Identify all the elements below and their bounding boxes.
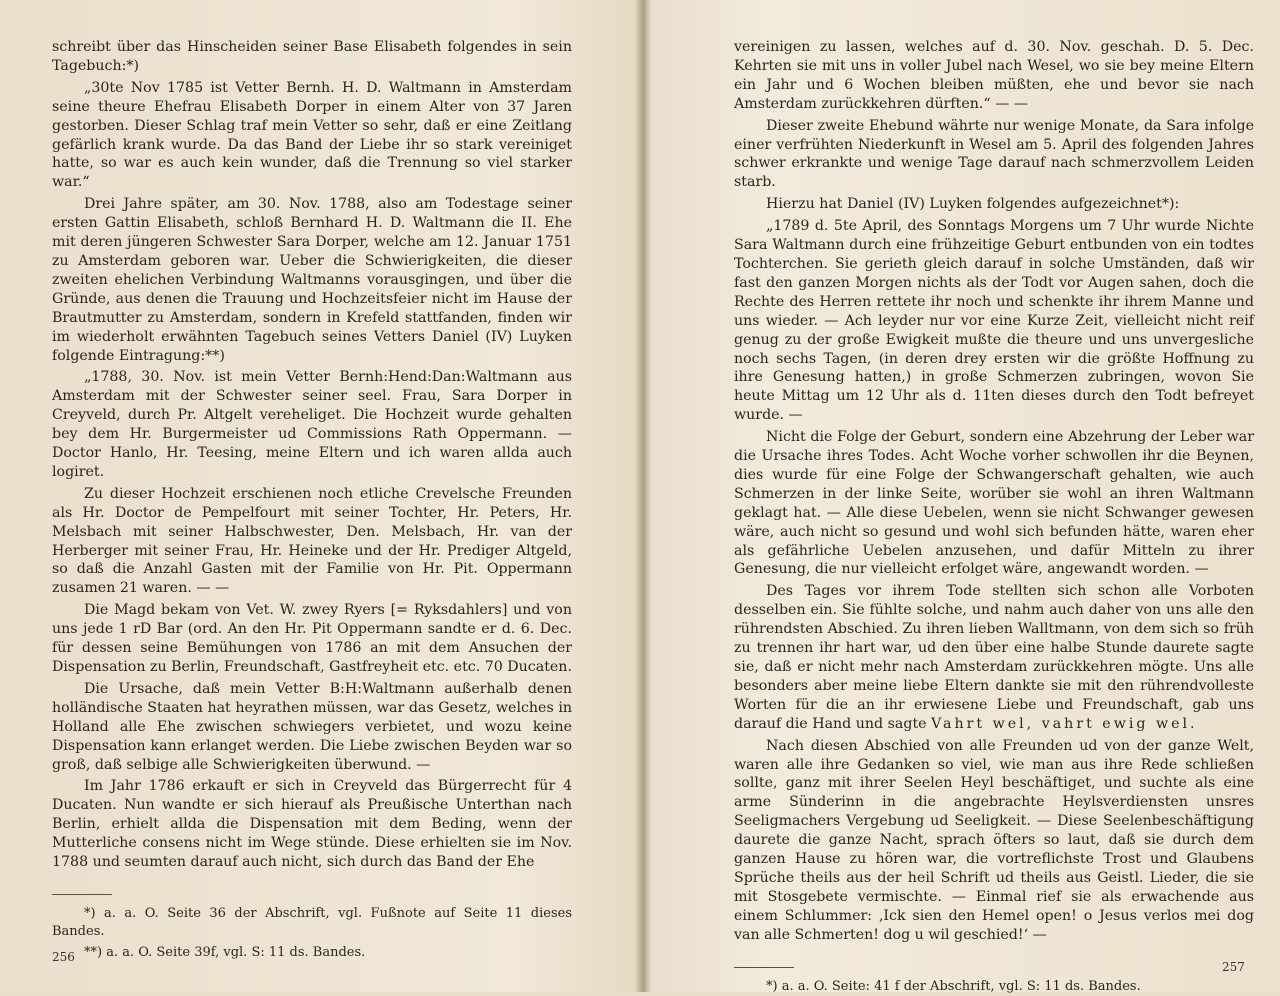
right-paragraph-5: Nicht die Folge der Geburt, sondern eine Abzehrung der Leber war die Ursache ihres Todes. Acht Woche vorher schwollen ihr die Beynen, dies wurde für eine Folge der Schwangerschaft gehalten, wie auch Schmerzen in der linke Seite, worüber sie wohl an ihren Waltmann geklagt hat. — Alle diese Uebelen, wenn sie nicht Schwanger gewesen wäre, auch nicht so gesund und wohl sich befunden hätte, waren eher als gefährliche Uebelen anzusehen, und dafür Mitteln zu ihrer Genesung, die nur vielleicht erfolget wäre, angewandt worden. — (734, 429, 1254, 578)
left-footnote-1: *) a. a. O. Seite 36 der Abschrift, vgl. Fußnote auf Seite 11 dieses Bandes. (52, 905, 572, 939)
right-paragraph-6-container (734, 582, 1254, 733)
right-paragraph-2: Dieser zweite Ehebund währte nur wenige Monate, da Sara infolge einer verfrühten Niederkunft in Wesel am 5. April des folgenden Jahres schwer erkrankte und wenige Tage darauf nach schmerzvollem Leiden starb. (734, 117, 1254, 191)
left-paragraph-2: „30te Nov 1785 ist Vetter Bernh. H. D. Waltmann in Amsterdam seine theure Ehefrau Elisabeth Dorper in einem Alter von 37 Jaren gestorben. Dieser Schlag traf mein Vetter so sehr, daß er eine Zeitlang gefärlich krank wurde. Da das Band der Liebe ihr so stark vereiniget hatte, so war es auch kein wunder, daß die Trennung so viel starker war.“ (52, 79, 572, 191)
left-footnote-2: **) a. a. O. Seite 39f, vgl. S: 11 ds. Bandes. (84, 944, 366, 960)
right-spaced-phrase: Vahrt wel, vahrt ewig wel. (931, 715, 1198, 732)
left-paragraph-5: Zu dieser Hochzeit erschienen noch etliche Crevelsche Freunden als Hr. Doctor de Pempelfourt mit seiner Tochter, Hr. Peters, Hr. Melsbach mit seiner Halbschwester, Den. Melsbach, Hr. van der Herberger mit seiner Frau, Hr. Heineke und der Hr. Prediger Altgeld, so daß die Anzahl Gasten mit der Familie von Hr. Pit. Oppermann zusamen 21 waren. — — (52, 485, 572, 597)
right-footnote-rule (734, 967, 794, 968)
left-paragraph-4: „1788, 30. Nov. ist mein Vetter Bernh:Hend:Dan:Waltmann aus Amsterdam mit der Schwester seiner seel. Frau, Sara Dorper in Creyveld, durch Pr. Altgelt vereheliget. Die Hochzeit wurde gehalten bey dem Hr. Burgermeister ud Commissions Rath Oppermann. — Doctor Hanlo, Hr. Teesing, meine Eltern und ich waren allda auch logiret. (52, 369, 572, 480)
left-page-number: 256 (52, 950, 75, 964)
right-paragraph-7: Nach diesen Abschied von alle Freunden ud von der ganze Welt, waren alle ihre Gedanken so viel, wie man aus ihre Rede schließen sollte, ganz mit ihrer Seelen Heyl beschäftiget, und suchte als eine arme Sünderinn in die angebrachte Heylsverdiensten unsres Seeligmachers Vergebung ud Seeligkeit. — Diese Seelenbeschäftigung daurete die ganze Nacht, sprach öfters so laut, daß sie durch dem ganzen Hause zu hören war, die vortreflichste Trost und Glaubens Sprüche theils aus der heil Schrift ud theils aus Geistl. Lieder, die sie mit Stosgebete vermischte. — Einmal rief sie als erwachende aus einem Schlummer: ‚Ick sien den Hemel open! o Jesus verlos mei dog van alle Schmerten! dog u wil geschied!‘ — (734, 737, 1254, 943)
left-paragraph-7: Die Ursache, daß mein Vetter B:H:Waltmann außerhalb denen holländische Staaten hat heyrathen müssen, war das Gesetz, welches in Holland alle Ehe zwischen schwiegers verbietet, und wozu keine Dispensation kann erlanget werden. Die Liebe zwischen Beyden war so groß, daß selbige alle Schwierigkeiten überwund. — (52, 680, 572, 773)
left-page (52, 38, 572, 978)
right-page (734, 38, 1254, 994)
left-paragraph-3: Drei Jahre später, am 30. Nov. 1788, also am Todestage seiner ersten Gattin Elisabeth, schloß Bernhard H. D. Waltmann die II. Ehe mit deren jüngeren Schwester Sara Dorper, welche am 12. Januar 1751 zu Amsterdam geboren war. Ueber die Schwierigkeiten, die dieser zweiten ehelichen Verbindung Waltmanns vorausgingen, und über die Gründe, aus denen die Trauung und Hochzeitsfeier nicht im Hause der Brautmutter zu Amsterdam, sondern in Krefeld stattfanden, finden wir im wiederholt erwähnten Tagebuch seines Vetters Daniel (IV) Luyken folgende Eintragung:**) (52, 196, 572, 364)
book-gutter (636, 0, 650, 992)
left-footnote-rule (52, 894, 112, 895)
right-paragraph-1: vereinigen zu lassen, welches auf d. 30. Nov. geschah. D. 5. Dec. Kehrten sie mit uns in voller Jubel nach Wesel, wo sie bey meine Eltern ein Jahr und 6 Wochen bleiben müßten, ehe und bevor sie nach Amsterdam zurückkehren dürften.“ — — (734, 39, 1254, 112)
right-paragraph-6: Des Tages vor ihrem Tode stellten sich schon alle Vorboten desselben ein. Sie fühlte solche, und nahm auch daher von uns alle den rührendsten Abschied. Zu ihren lieben Walltmann, von dem sich so früh zu trennen ihr hart war, ud den über eine halbe Stunde daurete sagte sie, daß er nicht mehr nach Amsterdam zurückkehren mögte. Uns alle besonders aber meine liebe Eltern dankte sie mit den rührendvolleste Worten für die an ihr erwiesene Liebe und Freundschaft, gab uns darauf die Hand und sagte (734, 583, 1254, 732)
right-page-number: 257 (1222, 960, 1245, 974)
left-paragraph-1: schreibt über das Hinscheiden seiner Base Elisabeth folgendes in sein Tagebuch:*) (52, 39, 572, 74)
right-paragraph-3: Hierzu hat Daniel (IV) Luyken folgendes aufgezeichnet*): (766, 196, 1180, 213)
left-paragraph-6: Die Magd bekam von Vet. W. zwey Ryers [= Ryksdahlers] und von uns jede 1 rD Bar (ord. An den Hr. Pit Oppermann sandte er d. 6. Dec. für dessen seine Bemühungen von 1786 an mit dem Ansuchen der Dispensation zu Berlin, Freundschaft, Gastfreyheit etc. etc. 70 Ducaten. (52, 602, 572, 675)
right-footnote-1: *) a. a. O. Seite: 41 f der Abschrift, vgl. S: 11 ds. Bandes. (766, 978, 1141, 994)
left-paragraph-8: Im Jahr 1786 erkauft er sich in Creyveld das Bürgerrecht für 4 Ducaten. Nun wandte er sich hierauf als Preußische Unterthan nach Berlin, erhielt allda die Dispensation mit dem Beding, wenn der Mutterliche consens nicht im Wege stünde. Diese erhielten sie im Nov. 1788 und seumten darauf auch nicht, sich durch das Band der Ehe (52, 778, 572, 871)
right-paragraph-4: „1789 d. 5te April, des Sonntags Morgens um 7 Uhr wurde Nichte Sara Waltmann durch eine frühzeitige Geburt entbunden von ein todtes Tochterchen. Sie gerieth gleich darauf in solche Umständen, daß wir fast den ganzen Morgen nichts als der Todt vor Augen sahen, doch die Rechte des Herren rettete ihr noch und schenkte ihr ihrem Manne und uns wieder. — Ach leyder nur vor eine Kurze Zeit, vielleicht nicht reif genug zu der große Ewigkeit mußte die theure und uns unvergesliche noch sechs Tagen, (in deren drey ersten wir die größte Hoffnung zu ihre Genesung hatten,) in große Schmerzen zubringen, wovon Sie heute Mittag um 12 Uhr als d. 11ten dieses durch den Todt befreyet wurde. — (734, 218, 1254, 424)
